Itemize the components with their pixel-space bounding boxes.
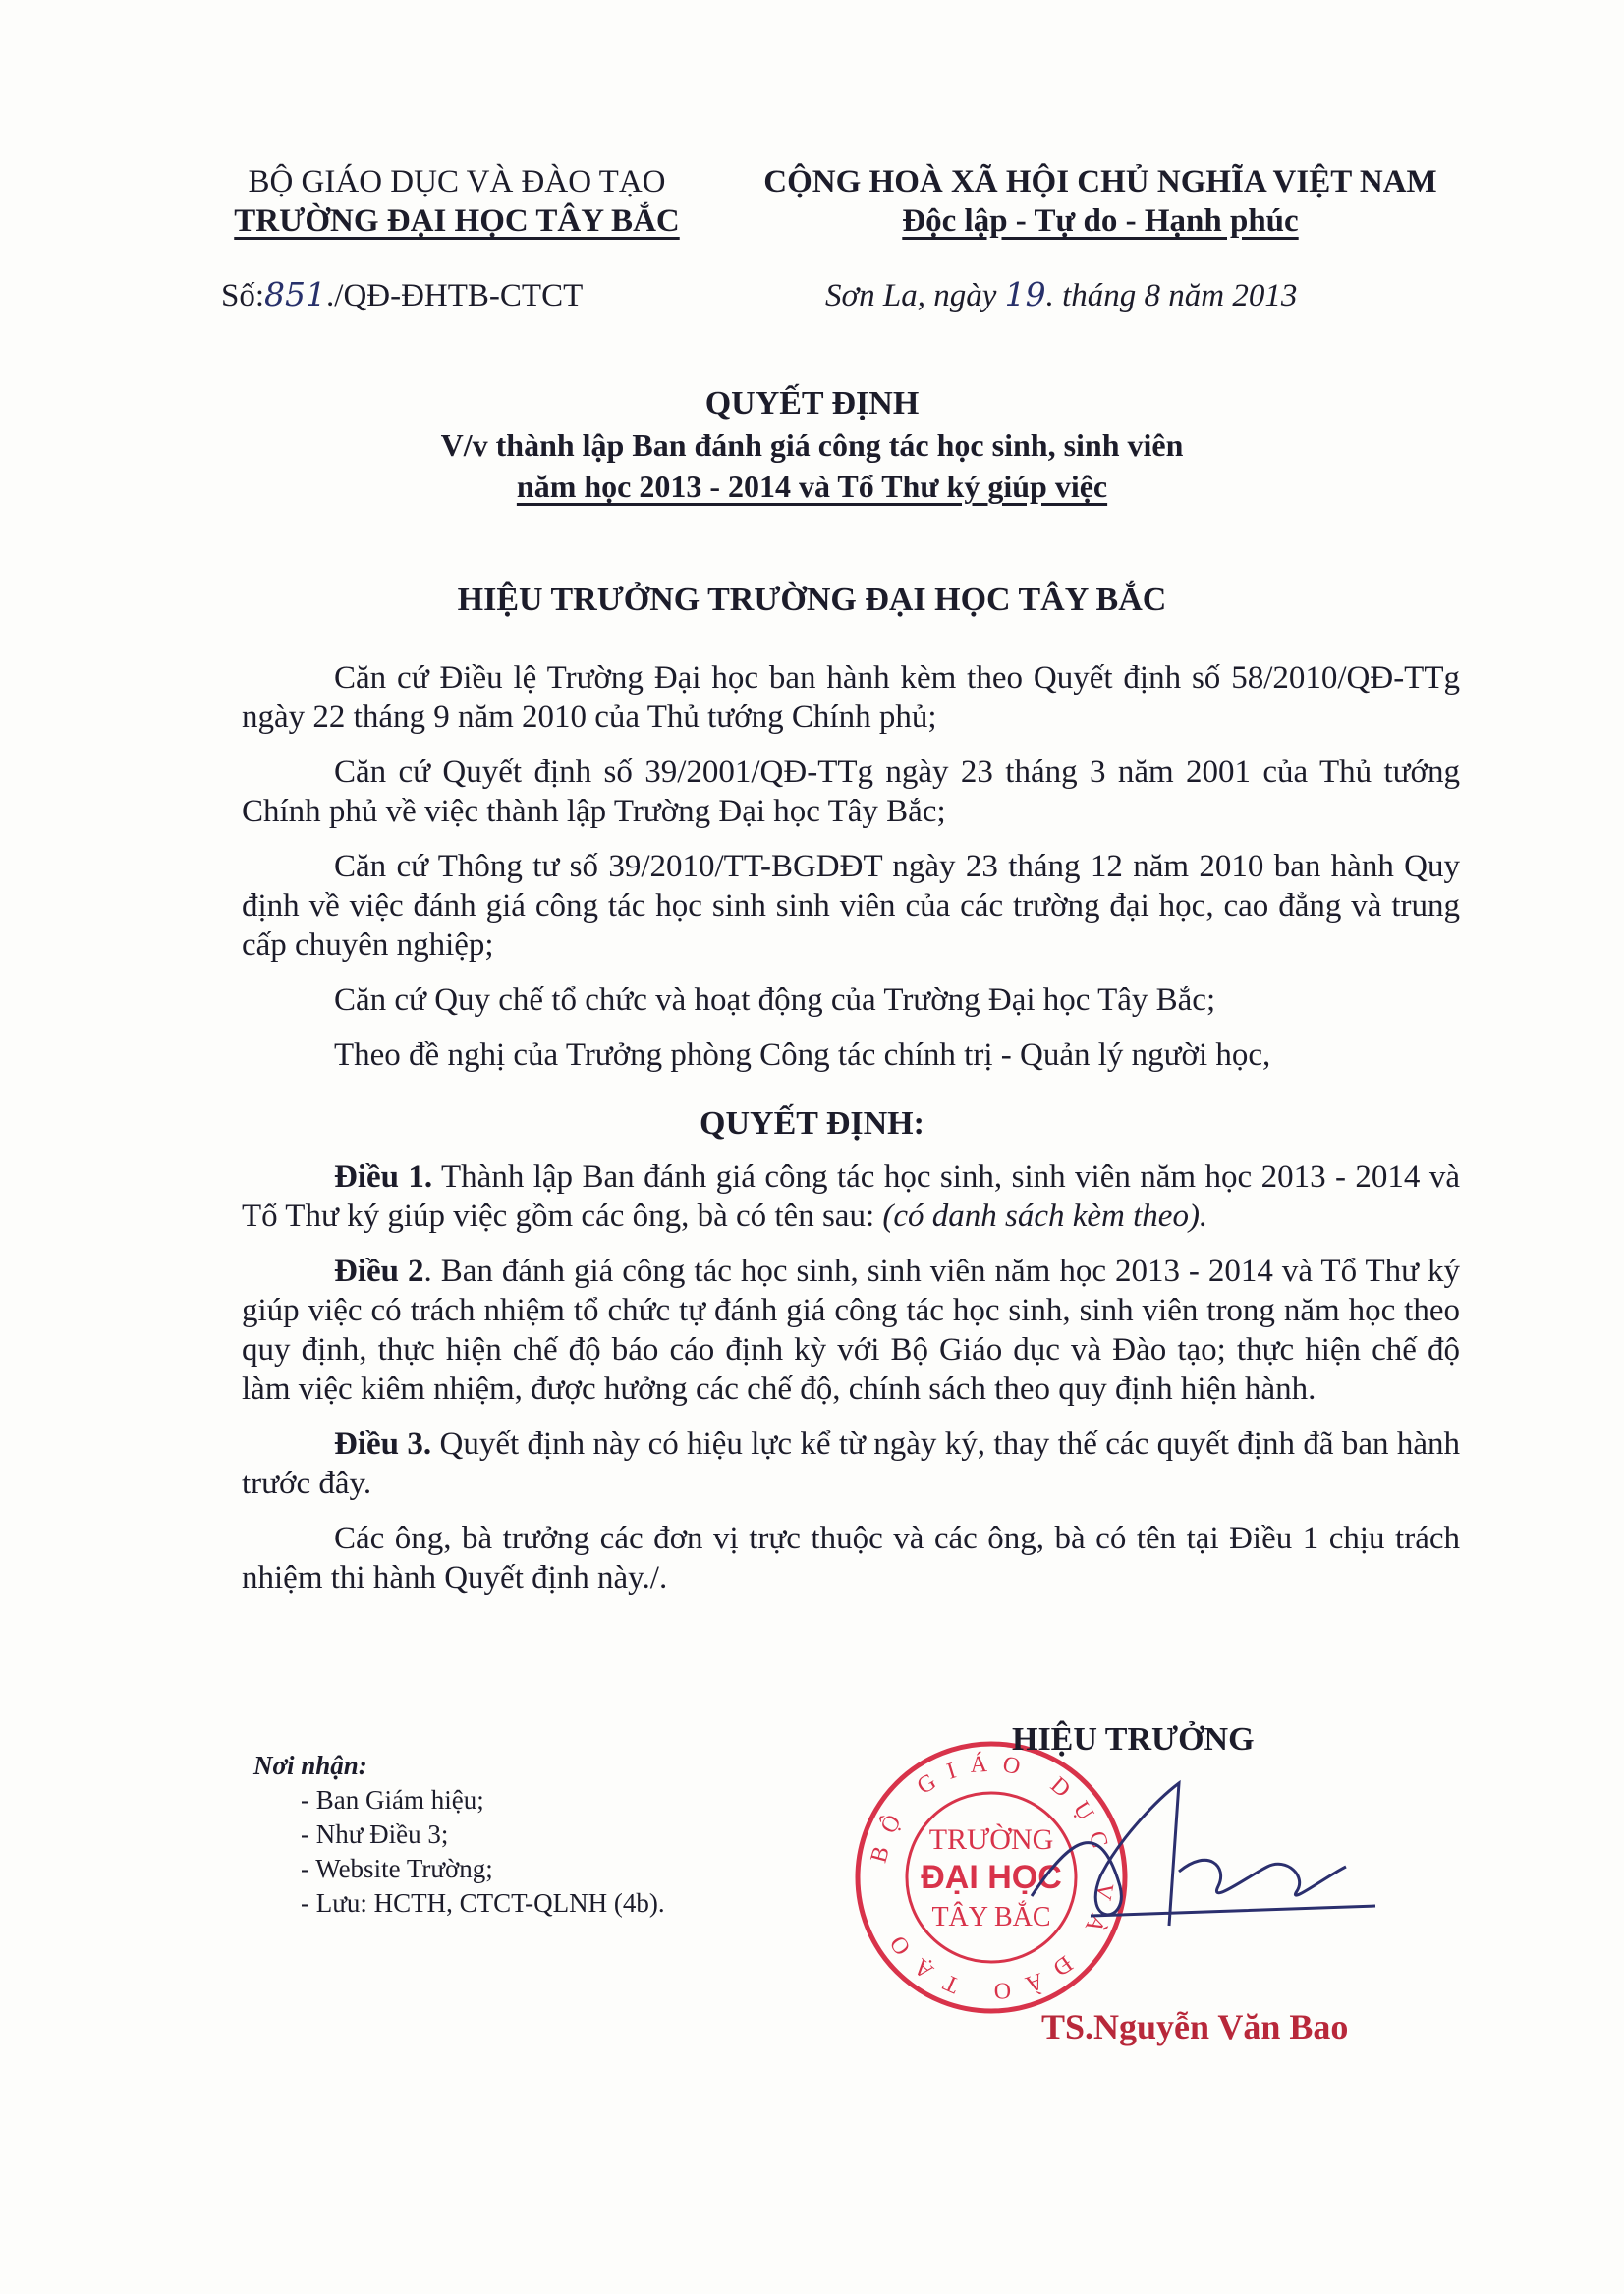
closing-paragraph: Các ông, bà trưởng các đơn vị trực thuộc và các ông, bà có tên tại Điều 1 chịu trách nhiệm thi hành Quyết định này./.: [242, 1521, 1460, 1595]
article-1: Điều 1. Thành lập Ban đánh giá công tác học sinh, sinh viên năm học 2013 - 2014 và Tổ Thư ký giúp việc gồm các ông, bà có tên sau: (có danh sách kèm theo).: [242, 1159, 1461, 1234]
decision-heading: QUYẾT ĐỊNH:: [700, 1105, 924, 1142]
article-3: Điều 3. Quyết định này có hiệu lực kể từ ngày ký, thay thế các quyết định đã ban hành trước đây.: [242, 1427, 1460, 1501]
handwritten-signature: [1012, 1778, 1385, 1945]
national-title: CỘNG HOÀ XÃ HỘI CHỦ NGHĨA VIỆT NAM: [763, 164, 1437, 199]
university-name: TRƯỜNG ĐẠI HỌC TÂY BẮC: [234, 203, 680, 239]
preamble-item: Theo đề nghị của Trưởng phòng Công tác chính trị - Quản lý người học,: [334, 1037, 1271, 1073]
title-line-3: năm học 2013 - 2014 và Tổ Thư ký giúp việc: [516, 469, 1108, 504]
handwritten-number: 851: [264, 275, 327, 313]
decision-number: Số:851./QĐ-ĐHTB-CTCT: [221, 275, 584, 313]
national-motto: Độc lập - Tự do - Hạnh phúc: [902, 203, 1299, 239]
preamble-item: Căn cứ Thông tư số 39/2010/TT-BGDĐT ngày 23 tháng 12 năm 2010 ban hành Quy định về việc đánh giá công tác học sinh sinh viên của các trường đại học, cao đẳng và trung cấp chuyên nghiệp;: [242, 849, 1460, 963]
signer-name: TS.Nguyễn Văn Bao: [1041, 2007, 1349, 2046]
articles: [242, 1157, 1460, 1613]
seal-outer-text: BỘ GIÁO DỤC VÀ ĐÀO TẠO: [866, 1751, 1118, 2004]
national-header: [717, 162, 1484, 241]
recipient-item: - Như Điều 3;: [301, 1819, 449, 1849]
issuer-header: [216, 162, 698, 241]
handwritten-day: 19: [1004, 275, 1046, 313]
recipient-item: - Lưu: HCTH, CTCT-QLNH (4b).: [301, 1888, 665, 1918]
title-line-1: QUYẾT ĐỊNH: [704, 385, 920, 421]
article-2: Điều 2. Ban đánh giá công tác học sinh, sinh viên năm học 2013 - 2014 và Tổ Thư ký giúp việc có trách nhiệm tổ chức tự đánh giá công tác học sinh, sinh viên trong năm học theo quy định, thực hiện chế độ báo cáo định kỳ với Bộ Giáo dục và Đào tạo; thực hiện chế độ làm việc kiêm nhiệm, được hưởng các chế độ, chính sách theo quy định hiện hành.: [242, 1254, 1460, 1407]
seal-line-2: ĐẠI HỌC: [921, 1859, 1062, 1896]
preamble-item: Căn cứ Điều lệ Trường Đại học ban hành kèm theo Quyết định số 58/2010/QĐ-TTg ngày 22 tháng 9 năm 2010 của Thủ tướng Chính phủ;: [242, 660, 1460, 735]
ministry-name: BỘ GIÁO DỤC VÀ ĐÀO TẠO: [248, 164, 666, 199]
issue-date: Sơn La, ngày 19. tháng 8 năm 2013: [825, 275, 1298, 313]
recipient-item: - Ban Giám hiệu;: [301, 1785, 484, 1815]
document-title: [196, 383, 1428, 507]
authority-heading: HIỆU TRƯỞNG TRƯỜNG ĐẠI HỌC TÂY BẮC: [457, 582, 1167, 618]
recipients-heading: Nơi nhận:: [253, 1751, 367, 1780]
seal-line-3: TÂY BẮC: [931, 1902, 1051, 1932]
seal-line-1: TRƯỜNG: [928, 1823, 1054, 1856]
recipients-list: [253, 1749, 665, 1921]
preamble-item: Căn cứ Quyết định số 39/2001/QĐ-TTg ngày 23 tháng 3 năm 2001 của Thủ tướng Chính phủ về việc thành lập Trường Đại học Tây Bắc;: [242, 755, 1460, 829]
recipient-item: - Website Trường;: [301, 1854, 493, 1883]
preamble: [242, 658, 1460, 1091]
title-line-2: V/v thành lập Ban đánh giá công tác học sinh, sinh viên: [440, 427, 1184, 463]
signer-title: HIỆU TRƯỞNG: [1012, 1721, 1255, 1758]
preamble-item: Căn cứ Quy chế tổ chức và hoạt động của Trường Đại học Tây Bắc;: [334, 982, 1216, 1018]
